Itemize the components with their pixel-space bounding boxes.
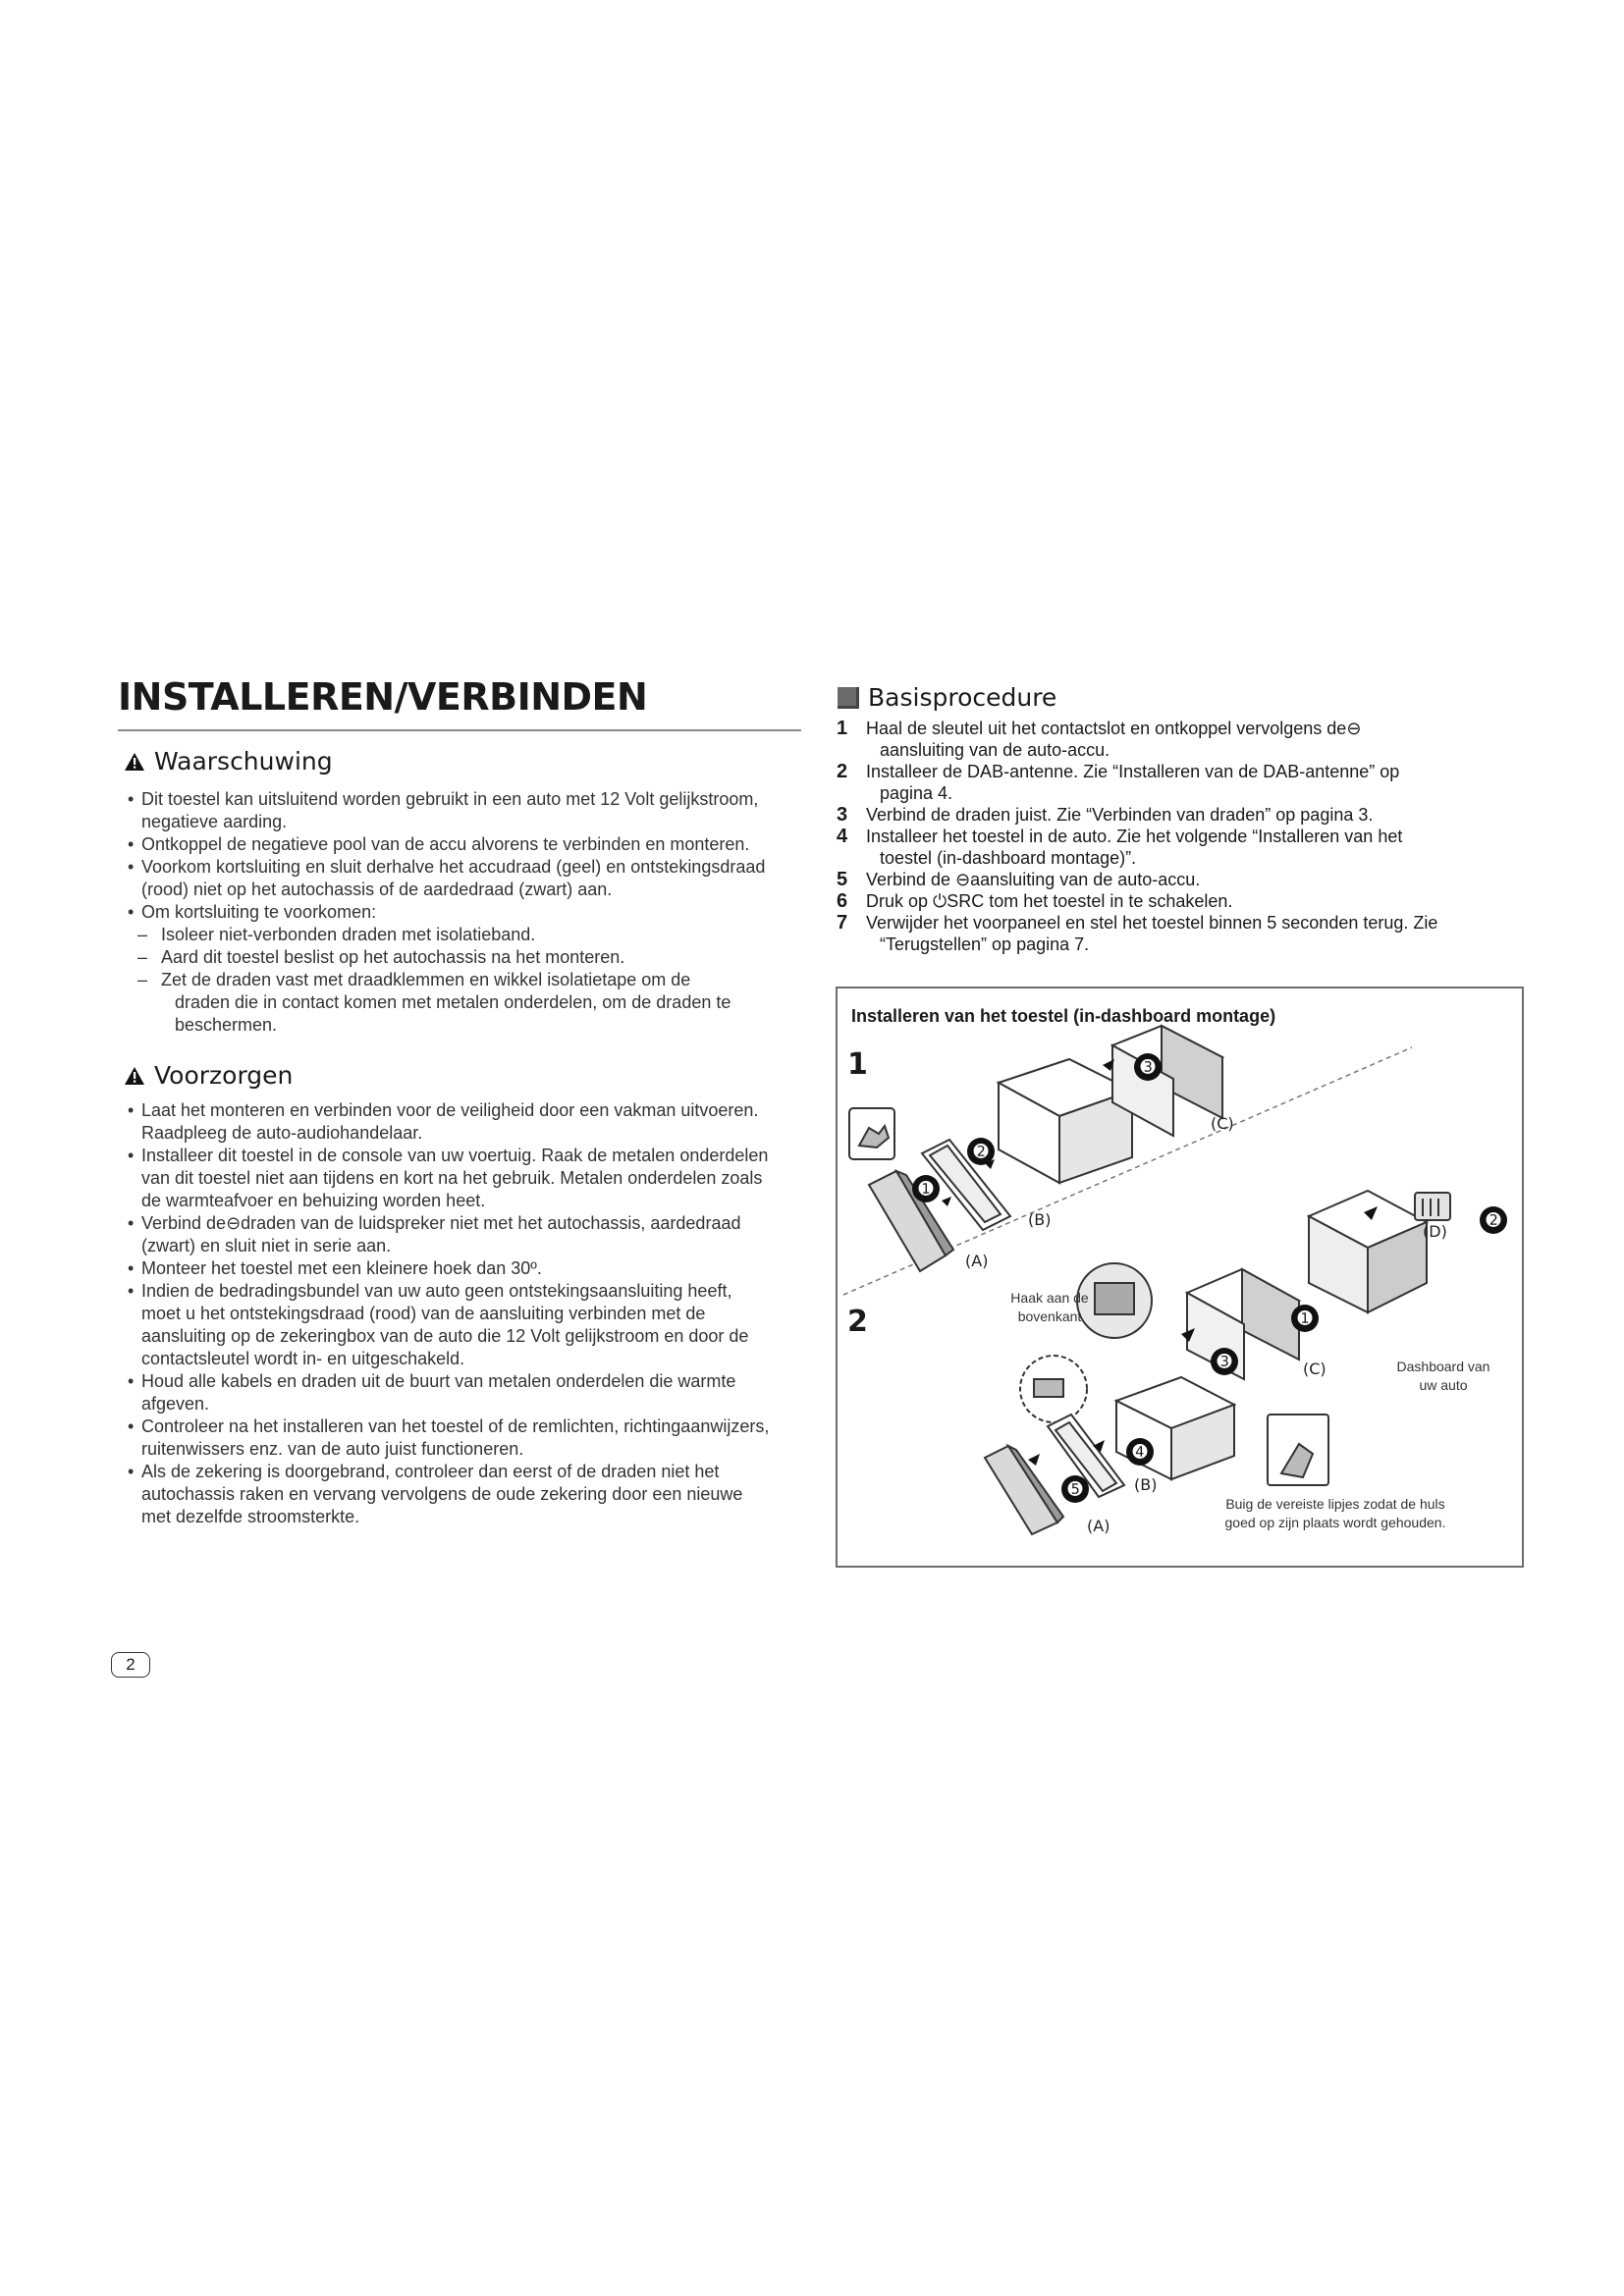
installation-figure [836, 987, 1524, 1568]
dashboard-note-line-2: uw auto [1419, 1377, 1468, 1393]
precaution-item-continuation: autochassis raken en vervang vervolgens de oude zekering door een nieuwe [141, 1484, 743, 1504]
procedure-step [835, 890, 1483, 912]
step-continuation: toestel (in-dashboard montage)”. [880, 848, 1137, 868]
figure-step-1-number: 1 [847, 1047, 868, 1082]
procedure-step [835, 718, 1483, 761]
warning-heading-text: Waarschuwing [154, 747, 333, 775]
dashboard-note [1380, 1358, 1507, 1395]
precaution-item-text: Monteer het toestel met een kleinere hoek dan 30º. [141, 1258, 542, 1278]
step1-hand-icon [849, 1108, 894, 1159]
step-text: Druk op ⏻SRC tom het toestel in te schakelen. [866, 891, 1233, 911]
step-number: 7 [837, 912, 848, 934]
procedure-step [835, 826, 1483, 869]
section-square-icon [838, 687, 859, 709]
precaution-item-text: Houd alle kabels en draden uit de buurt van metalen onderdelen die warmte [141, 1371, 736, 1391]
figure-step-2-number: 2 [847, 1305, 868, 1339]
step2-connector-d [1415, 1193, 1450, 1220]
precaution-bullet-item [126, 1280, 813, 1370]
label-a-step2: (A) [1087, 1517, 1110, 1535]
warning-item-text: Voorkom kortsluiting en sluit derhalve het accudraad (geel) en ontstekingsdraad [141, 857, 766, 877]
step2-faceplate-a [985, 1446, 1063, 1534]
warning-dash-item [126, 946, 813, 969]
precaution-bullet-item [126, 1370, 813, 1415]
procedure-step [835, 804, 1483, 826]
step-continuation: aansluiting van de auto-accu. [880, 740, 1110, 760]
step2-dashboard-opening [1309, 1191, 1427, 1312]
precaution-item-text: Indien de bedradingsbundel van uw auto geen ontstekingsaansluiting heeft, [141, 1281, 732, 1301]
procedure-step [835, 761, 1483, 804]
warning-item-continuation: draden die in contact komen met metalen onderdelen, om de draden te [175, 992, 731, 1012]
precaution-item-text: Installeer dit toestel in de console van uw voertuig. Raak de metalen onderdelen [141, 1146, 769, 1165]
precaution-item-continuation: met dezelfde stroomsterkte. [141, 1507, 360, 1526]
step-number: 5 [837, 869, 848, 890]
basic-procedure-steps [835, 718, 1483, 955]
precaution-item-continuation: de warmteafvoer en behuizing worden heet. [141, 1191, 486, 1210]
warning-item-text: Aard dit toestel beslist op het autochassis na het monteren. [161, 947, 625, 967]
precaution-bullet-item [126, 1415, 813, 1461]
warning-dash-item [126, 924, 813, 946]
precautions-heading-text: Voorzorgen [154, 1061, 294, 1090]
label-b-step2: (B) [1134, 1475, 1158, 1494]
warning-heading [124, 747, 333, 775]
step2-sleeve-c [1187, 1269, 1299, 1379]
warning-bullet-item [126, 833, 813, 856]
warning-item-text: Ontkoppel de negatieve pool van de accu alvorens te verbinden en monteren. [141, 834, 750, 854]
figure-title: Installeren van het toestel (in-dashboard montage) [851, 1006, 1276, 1026]
precautions-heading [124, 1061, 293, 1090]
label-c-step1: (C) [1211, 1114, 1234, 1133]
dashboard-note-line-1: Dashboard van [1396, 1359, 1490, 1374]
step-number: 6 [837, 890, 848, 912]
title-divider [118, 729, 801, 731]
marker-4-step2: ➍ [1126, 1438, 1154, 1466]
precaution-item-continuation: aansluiting op de zekeringbox van de auto die 12 Volt gelijkstroom en door de [141, 1326, 749, 1346]
step1-faceplate-a [869, 1171, 953, 1271]
warning-item-continuation: (rood) niet op het autochassis of de aardedraad (zwart) aan. [141, 880, 613, 899]
warning-triangle-icon [124, 1066, 145, 1086]
warning-list [126, 788, 813, 1037]
procedure-step [835, 912, 1483, 955]
warning-item-continuation: beschermen. [175, 1015, 278, 1035]
label-d-step2: (D) [1423, 1222, 1447, 1241]
warning-item-text: Isoleer niet-verbonden draden met isolatieband. [161, 925, 536, 944]
warning-triangle-icon [124, 752, 145, 772]
step-continuation: pagina 4. [880, 783, 953, 803]
step2-hook-circle [1020, 1356, 1087, 1422]
precaution-item-text: Als de zekering is doorgebrand, controleer dan eerst of de draden niet het [141, 1462, 720, 1481]
precaution-item-continuation: contactsleutel wordt in- en uitgeschakeld. [141, 1349, 465, 1368]
precaution-item-continuation: moet u het ontstekingsdraad (rood) van de aansluiting verbinden met de [141, 1304, 706, 1323]
step-text: Installeer het toestel in de auto. Zie het volgende “Installeren van het [866, 827, 1403, 846]
marker-3-step1: ➌ [1134, 1053, 1162, 1081]
label-b-step1: (B) [1028, 1210, 1052, 1229]
marker-5-step2: ➎ [1061, 1475, 1089, 1503]
warning-dash-item [126, 969, 813, 1037]
step-text: Installeer de DAB-antenne. Zie “Installeren van de DAB-antenne” op [866, 762, 1400, 781]
precaution-item-continuation: Raadpleeg de auto-audiohandelaar. [141, 1123, 423, 1143]
hook-note-line-1: Haak aan de [1010, 1290, 1089, 1306]
bend-tabs-note-line-1: Buig de vereiste lipjes zodat de huls [1225, 1496, 1445, 1512]
precaution-bullet-item [126, 1099, 813, 1145]
marker-1-step1: ➊ [912, 1175, 940, 1202]
precaution-item-continuation: ruitenwissers enz. van de auto juist functioneren. [141, 1439, 524, 1459]
hook-note-line-2: bovenkant [1017, 1308, 1082, 1324]
warning-item-text: Zet de draden vast met draadklemmen en wikkel isolatietape om de [161, 970, 691, 989]
warning-item-text: Om kortsluiting te voorkomen: [141, 902, 377, 922]
precaution-item-text: Laat het monteren en verbinden voor de veiligheid door een vakman uitvoeren. [141, 1100, 759, 1120]
step2-bend-tabs [1268, 1415, 1328, 1485]
warning-item-text: Dit toestel kan uitsluitend worden gebruikt in een auto met 12 Volt gelijkstroom, [141, 789, 759, 809]
label-a-step1: (A) [965, 1252, 989, 1270]
bend-tabs-note [1213, 1495, 1458, 1532]
basic-procedure-heading [838, 683, 1056, 712]
precaution-bullet-item [126, 1212, 813, 1257]
procedure-step [835, 869, 1483, 890]
page-title: INSTALLEREN/VERBINDEN [118, 675, 648, 719]
step-continuation: “Terugstellen” op pagina 7. [880, 934, 1090, 954]
page-number: 2 [111, 1652, 150, 1678]
precaution-item-continuation: afgeven. [141, 1394, 210, 1414]
precaution-bullet-item [126, 1145, 813, 1212]
hook-note [1001, 1289, 1099, 1326]
step-number: 3 [837, 804, 848, 826]
precaution-item-text: Controleer na het installeren van het toestel of de remlichten, richtingaanwijzers, [141, 1416, 770, 1436]
warning-bullet-item [126, 856, 813, 901]
step-text: Verbind de draden juist. Zie “Verbinden van draden” op pagina 3. [866, 805, 1374, 825]
precaution-item-continuation: (zwart) en sluit niet in serie aan. [141, 1236, 392, 1255]
warning-bullet-item [126, 788, 813, 833]
step-text: Haal de sleutel uit het contactslot en ontkoppel vervolgens de⊖ [866, 719, 1362, 738]
step-number: 4 [837, 826, 848, 847]
warning-bullet-item [126, 901, 813, 924]
marker-3-step2: ➌ [1211, 1348, 1238, 1375]
step-text: Verwijder het voorpaneel en stel het toestel binnen 5 seconden terug. Zie [866, 913, 1438, 933]
precaution-item-text: Verbind de⊖draden van de luidspreker niet met het autochassis, aardedraad [141, 1213, 741, 1233]
precautions-list [126, 1099, 813, 1528]
bend-tabs-note-line-2: goed op zijn plaats wordt gehouden. [1224, 1515, 1446, 1530]
marker-2-step1: ➋ [967, 1138, 995, 1165]
warning-item-continuation: negatieve aarding. [141, 812, 288, 831]
step-number: 1 [837, 718, 848, 739]
marker-2-step2: ➋ [1480, 1206, 1507, 1234]
precaution-bullet-item [126, 1461, 813, 1528]
label-c-step2: (C) [1303, 1360, 1326, 1378]
installation-diagram [838, 988, 1522, 1566]
precaution-bullet-item [126, 1257, 813, 1280]
marker-1-step2: ➊ [1291, 1305, 1319, 1332]
precaution-item-continuation: van dit toestel niet aan tijdens en kort na het gebruik. Metalen onderdelen zoals [141, 1168, 763, 1188]
step-text: Verbind de ⊖aansluiting van de auto-accu. [866, 870, 1201, 889]
step-number: 2 [837, 761, 848, 782]
basic-procedure-heading-text: Basisprocedure [868, 683, 1057, 712]
